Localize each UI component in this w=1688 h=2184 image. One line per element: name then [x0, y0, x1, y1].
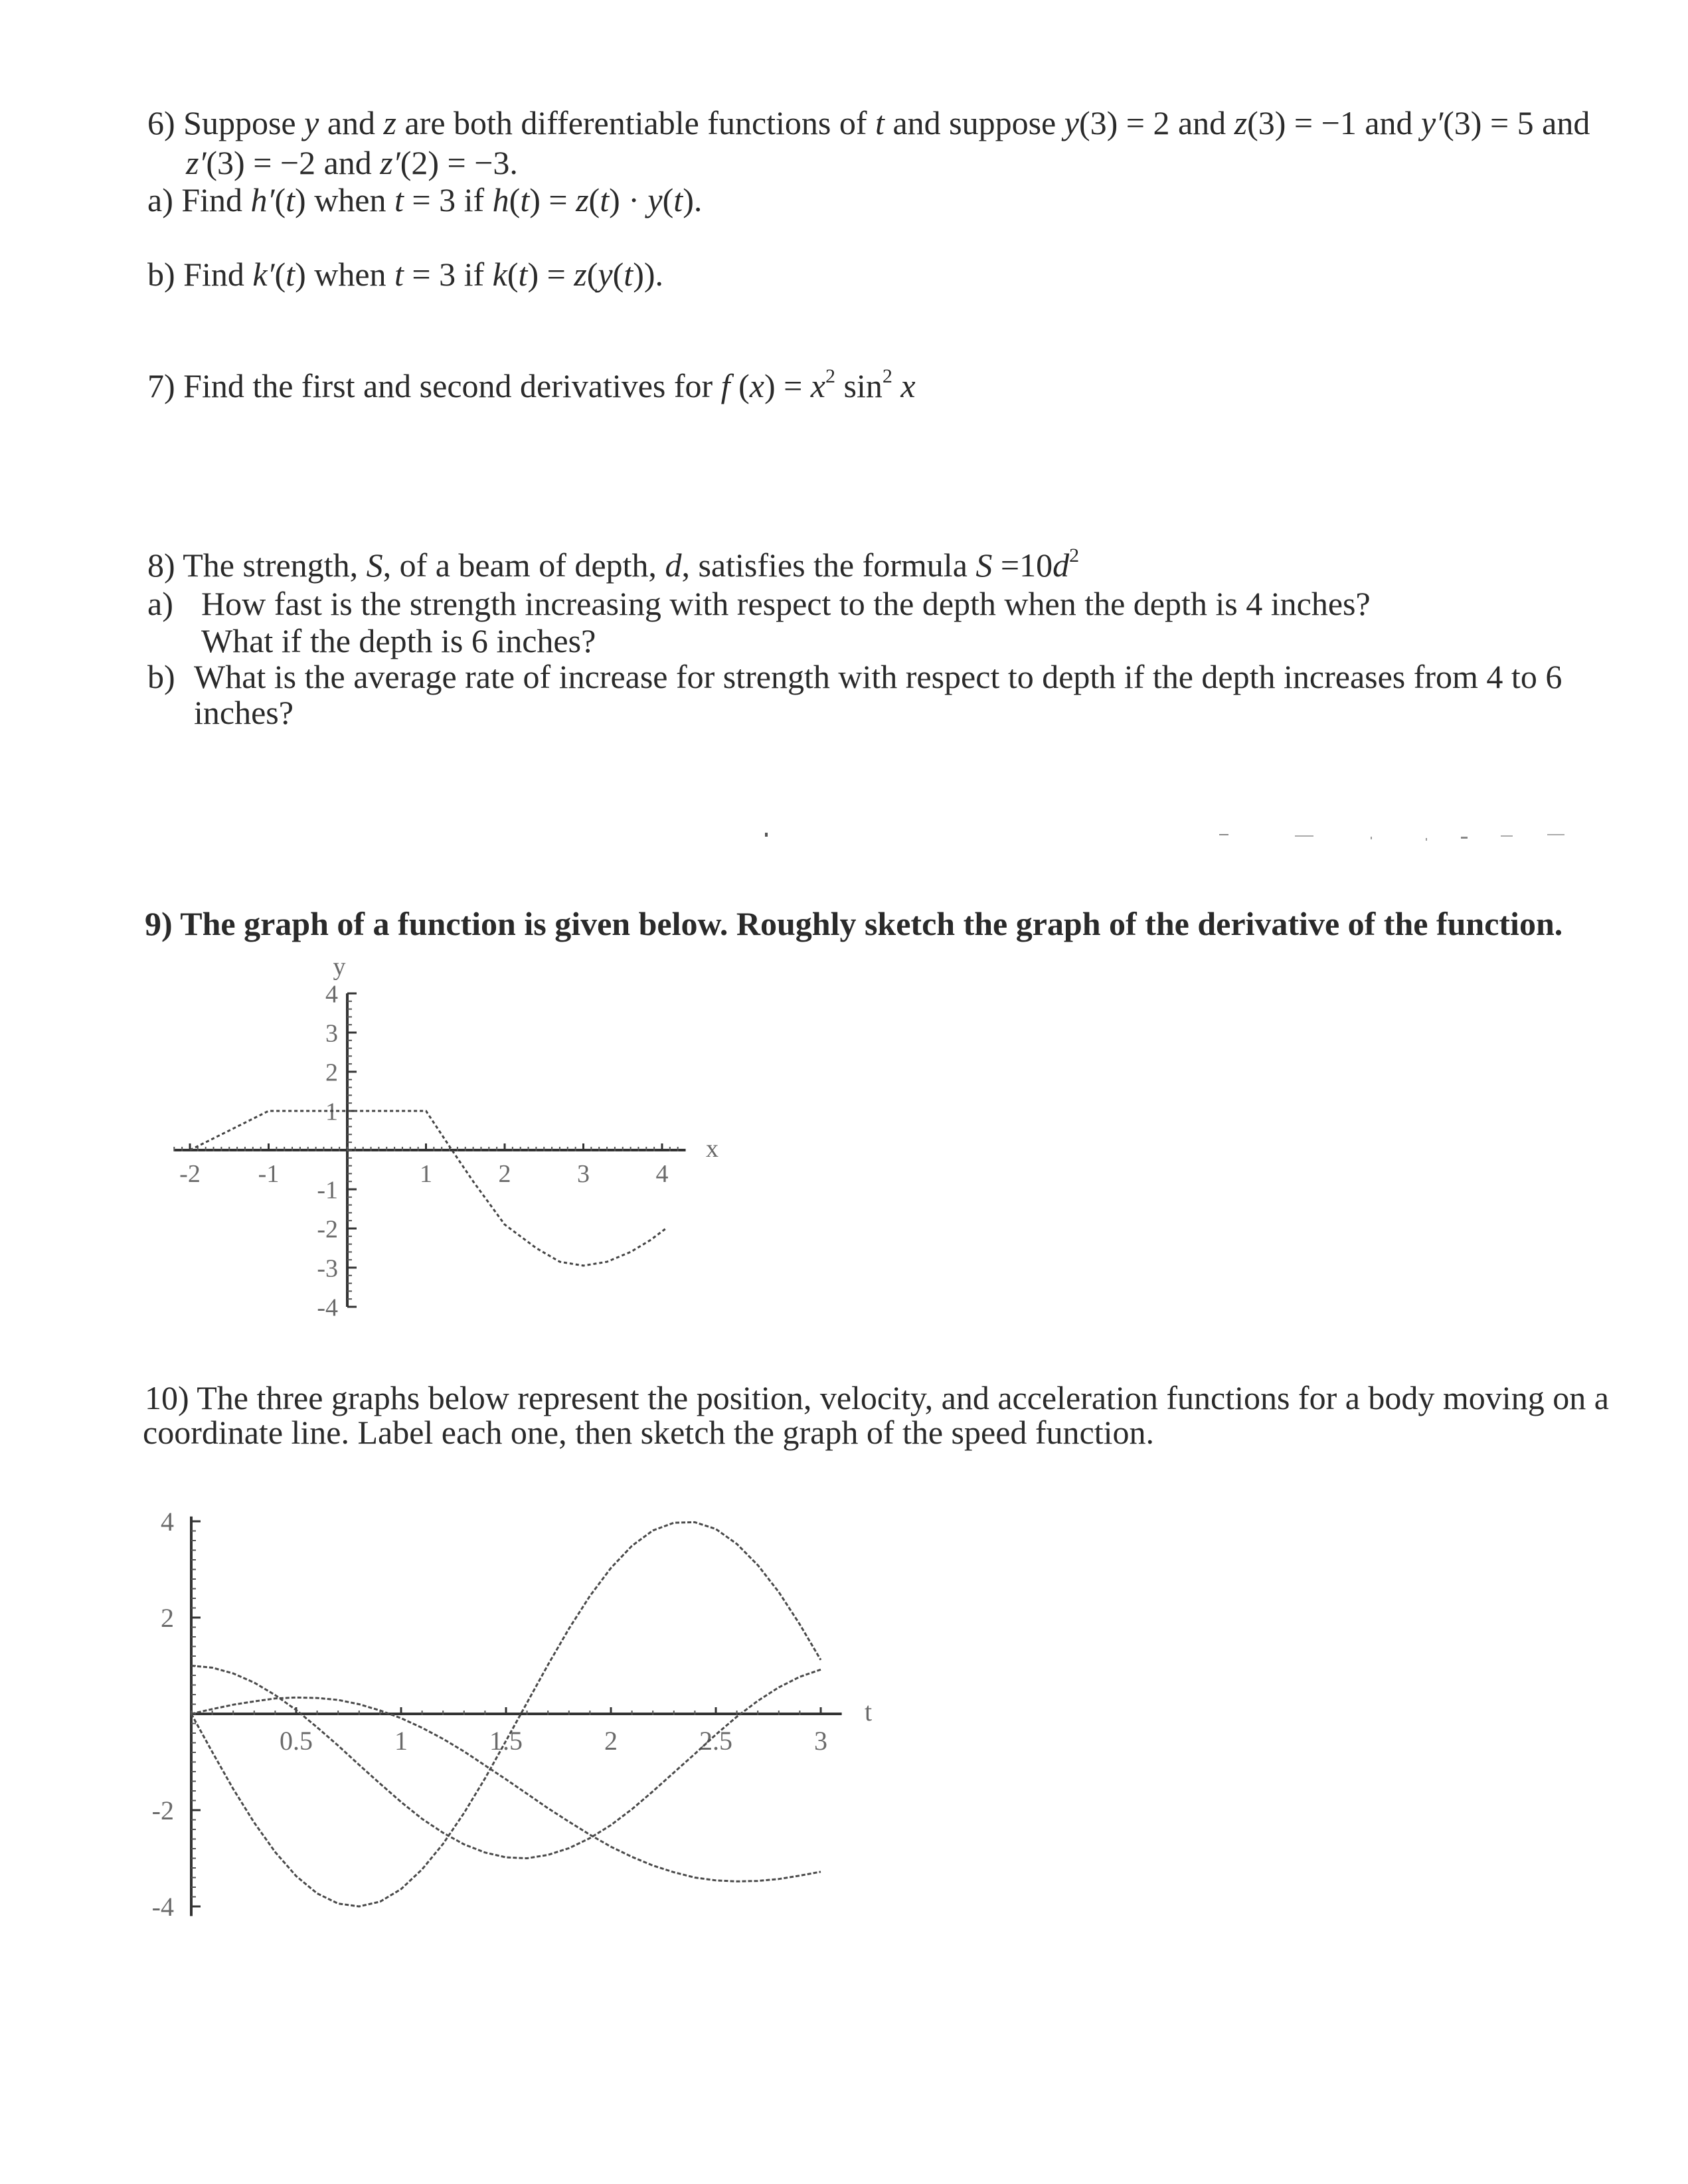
- y-tick-label: 3: [325, 1019, 338, 1048]
- text-run: What is the average rate of increase for strength with respect to depth if the depth increases from 4 to 6: [194, 658, 1562, 695]
- text-run: What if the depth is 6 inches?: [201, 622, 596, 659]
- text-run: (: [586, 256, 598, 293]
- text-run: How fast is the strength increasing with respect to the depth when the depth is 4 inches?: [201, 585, 1371, 622]
- math-variable: d: [665, 546, 682, 584]
- math-variable: x: [810, 367, 825, 404]
- x-tick-label: 3: [577, 1160, 590, 1188]
- y-tick-label: 2: [325, 1058, 338, 1087]
- math-variable: S: [366, 546, 383, 584]
- x-tick-label: -2: [179, 1160, 201, 1188]
- x-tick-label: 3: [814, 1726, 827, 1756]
- x-axis-label: t: [865, 1697, 873, 1726]
- text-run: 8) The strength,: [147, 546, 367, 584]
- text-run: ) =: [764, 367, 811, 404]
- text-run: (3) = −1 and: [1247, 104, 1422, 141]
- math-variable: z: [1234, 104, 1248, 141]
- y-tick-label: 4: [325, 980, 338, 1009]
- x-tick-label: 2: [604, 1726, 618, 1756]
- text-run: coordinate line. Label each one, then sketch the graph of the speed function.: [143, 1414, 1155, 1451]
- x-axis-label: x: [706, 1135, 719, 1163]
- y-tick-label: -2: [151, 1796, 174, 1825]
- math-variable: z: [574, 256, 587, 293]
- math-variable: z: [576, 181, 589, 218]
- text-run: , of a beam of depth,: [382, 546, 665, 584]
- text-run: (3) = −2 and: [206, 144, 380, 181]
- math-variable: t: [286, 256, 295, 293]
- x-tick-label: 4: [655, 1160, 669, 1188]
- math-variable: t: [518, 256, 528, 293]
- math-variable: t: [286, 181, 295, 218]
- text-run: sin: [835, 367, 883, 404]
- text-run: 7) Find the first and second derivatives for: [147, 367, 721, 404]
- math-variable: z′: [380, 144, 400, 181]
- text-run: and: [319, 104, 384, 141]
- math-variable: x: [749, 367, 764, 404]
- y-tick-label: -1: [317, 1176, 338, 1205]
- text-run: ).: [683, 181, 703, 218]
- math-variable: h: [492, 181, 509, 218]
- text-run: (: [662, 181, 674, 218]
- text-run: 9) The graph of a function is given below. Roughly sketch the graph of the derivative of the function.: [145, 905, 1563, 942]
- text-run: (3) = 5 and: [1443, 104, 1590, 141]
- math-variable: y: [1064, 104, 1079, 141]
- math-variable: k: [492, 256, 507, 293]
- math-variable: t: [394, 256, 404, 293]
- y-tick-label: 1: [325, 1098, 338, 1126]
- text-run: (: [612, 256, 624, 293]
- text-run: b): [147, 658, 175, 695]
- y-tick-label: -2: [317, 1215, 338, 1244]
- math-variable: S: [975, 546, 993, 584]
- math-variable: z′: [186, 144, 207, 181]
- math-variable: k′: [252, 256, 275, 293]
- y-tick-label: 4: [161, 1507, 174, 1537]
- y-axis-label: y: [333, 953, 346, 981]
- text-run: (3) = 2 and: [1078, 104, 1234, 141]
- text-run: 10) The three graphs below represent the position, velocity, and acceleration functions for a body moving on a: [145, 1379, 1609, 1416]
- text-run: ) when: [295, 181, 394, 218]
- x-tick-label: 1: [394, 1726, 408, 1756]
- math-variable: x: [900, 367, 916, 404]
- x-tick-label: 2.5: [699, 1726, 732, 1756]
- math-variable: y: [304, 104, 319, 141]
- math-variable: d: [1053, 546, 1070, 584]
- text-run: (: [507, 256, 519, 293]
- text-run: =10: [992, 546, 1053, 584]
- text-run: inches?: [194, 694, 294, 731]
- math-variable: f: [720, 367, 730, 404]
- text-run: ) =: [527, 256, 574, 293]
- math-variable: y′: [1421, 104, 1444, 141]
- math-variable: h′: [250, 181, 275, 218]
- text-run: , satisfies the formula: [681, 546, 976, 584]
- text-run: (: [274, 256, 286, 293]
- math-variable: t: [624, 256, 633, 293]
- math-variable: t: [394, 181, 404, 218]
- y-tick-label: -4: [317, 1294, 338, 1322]
- text-run: ) =: [529, 181, 576, 218]
- superscript: 2: [825, 365, 835, 387]
- math-variable: y: [647, 181, 663, 218]
- superscript: 2: [882, 365, 892, 387]
- text-run: ) ·: [609, 181, 648, 218]
- math-variable: z: [383, 104, 396, 141]
- text-run: (: [588, 181, 600, 218]
- math-variable: t: [520, 181, 530, 218]
- x-tick-label: 1: [420, 1160, 432, 1188]
- text-run: = 3 if: [403, 256, 493, 293]
- text-run: )).: [633, 256, 663, 293]
- math-variable: y: [598, 256, 613, 293]
- x-tick-label: -1: [258, 1160, 280, 1188]
- math-variable: t: [600, 181, 610, 218]
- x-tick-label: 0.5: [280, 1726, 313, 1756]
- text-run: (: [509, 181, 521, 218]
- text-run: ) when: [295, 256, 395, 293]
- x-tick-label: 2: [498, 1160, 511, 1188]
- x-tick-label: 1.5: [489, 1726, 523, 1756]
- superscript: 2: [1069, 545, 1080, 566]
- math-variable: t: [673, 181, 683, 218]
- text-run: (: [274, 181, 286, 218]
- y-tick-label: 2: [161, 1603, 174, 1633]
- curve-b: [191, 1666, 821, 1859]
- text-run: a): [147, 585, 173, 622]
- text-run: b) Find: [147, 256, 253, 293]
- text-run: (: [730, 367, 750, 404]
- text-run: a) Find: [147, 181, 251, 218]
- y-tick-label: -4: [151, 1892, 174, 1922]
- text-run: are both differentiable functions of: [396, 104, 876, 141]
- text-run: and suppose: [884, 104, 1064, 141]
- text-run: = 3 if: [403, 181, 493, 218]
- text-run: (2) = −3.: [400, 144, 518, 181]
- y-tick-label: -3: [317, 1254, 338, 1283]
- text-run: 6) Suppose: [147, 104, 305, 141]
- math-variable: t: [875, 104, 885, 141]
